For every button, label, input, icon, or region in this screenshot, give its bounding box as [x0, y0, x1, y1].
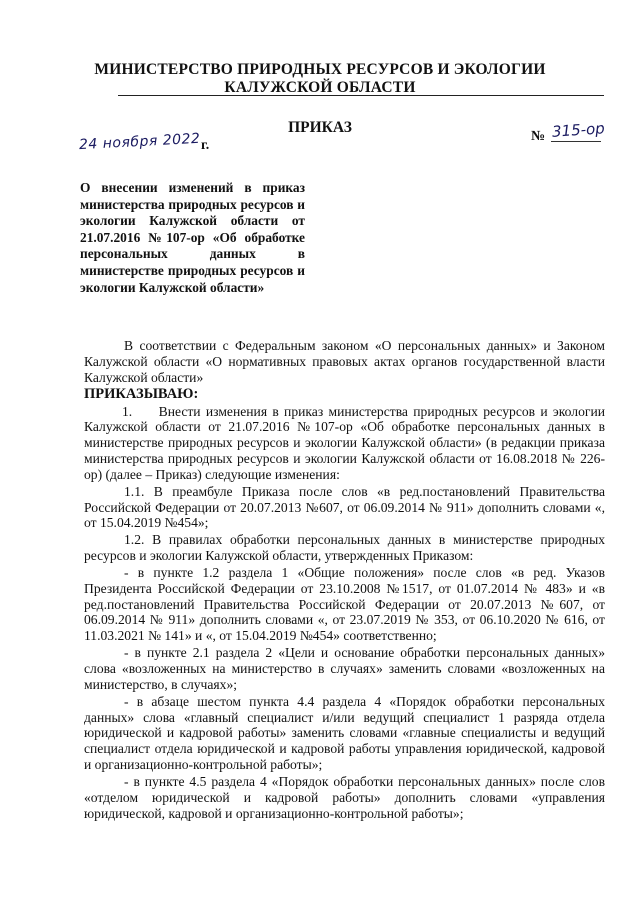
handwritten-date: 24 ноября 2022	[78, 130, 201, 154]
number-underline	[551, 141, 601, 142]
preamble: В соответствии с Федеральным законом «О персональных данных» и Законом Калужской области «О нормативных правовых актах органов государственной власти Калужской области»	[84, 338, 605, 385]
paragraph: 1. Внести изменения в приказ министерства природных ресурсов и экологии Калужской области от 21.07.2016 №107-ор «Об обработке персональных данных в министерстве природных ресурсов и экологии Калужской области» (в редакции приказа министерства природных ресурсов и экологии Калужской области от 16.08.2018 № 226-ор) (далее – Приказ) следующие изменения:	[84, 403, 605, 482]
ministry-name-line2: КАЛУЖСКОЙ ОБЛАСТИ	[224, 79, 416, 96]
document-type: ПРИКАЗ	[288, 119, 352, 136]
paragraph: 1.2. В правилах обработки персональных данных в министерстве природных ресурсов и экологии Калужской области, утвержденных Приказом:	[84, 532, 605, 564]
paragraph: - в пункте 1.2 раздела 1 «Общие положения» после слов «в ред. Указов Президента Российской Федерации от 23.10.2008 №1517, от 01.07.2014 № 483» и «в ред.постановлений Правительства Российской Федерации от 20.07.2013 №607, от 06.09.2014 № 911» дополнить словами «, от 23.07.2019 № 353, от 06.10.2020 № 616, от 11.03.2021 № 141» и «, от 15.04.2019 №454» соответственно;	[84, 565, 605, 644]
paragraph: - в пункте 4.5 раздела 4 «Порядок обработки персональных данных» после слов «отделом юридической и кадровой работы» дополнить словами «управления юридической, кадровой и организационно-контрольной работы»;	[84, 774, 605, 821]
number-label: №	[531, 129, 546, 144]
paragraph: - в пункте 2.1 раздела 2 «Цели и основание обработки персональных данных» слова «возложенных на министерство в случаях» заменить словами «возложенных на министерство, в случаях»;	[84, 645, 605, 692]
date-suffix: г.	[201, 138, 210, 153]
paragraph: - в абзаце шестом пункта 4.4 раздела 4 «Порядок обработки персональных данных» слова «главный специалист и/или ведущий специалист 1 разряда отдела юридической и кадровой работы» заменить словами «главные специалисты и ведущий специалист отдела юридической и кадровой работы управления юридической, кадровой и организационно-контрольной работы»;	[84, 693, 605, 773]
order-word: ПРИКАЗЫВАЮ:	[84, 385, 199, 402]
paragraph: 1.1. В преамбуле Приказа после слов «в ред.постановлений Правительства Российской Федерации от 20.07.2013 №607, от 06.09.2014 № 911» дополнить словами «, от 15.04.2019 №454»;	[84, 483, 605, 531]
document-body	[84, 338, 605, 823]
ministry-name-line1: МИНИСТЕРСТВО ПРИРОДНЫХ РЕСУРСОВ И ЭКОЛОГИИ	[94, 61, 546, 78]
document-subject: О внесении изменений в приказ министерства природных ресурсов и экологии Калужской области от 21.07.2016 №107-ор «Об обработке персональных данных в министерстве природных ресурсов и экологии Калужской области»	[80, 180, 305, 295]
header-divider	[118, 95, 604, 96]
handwritten-number: 315-ор	[551, 119, 606, 141]
ministry-header	[0, 61, 640, 97]
